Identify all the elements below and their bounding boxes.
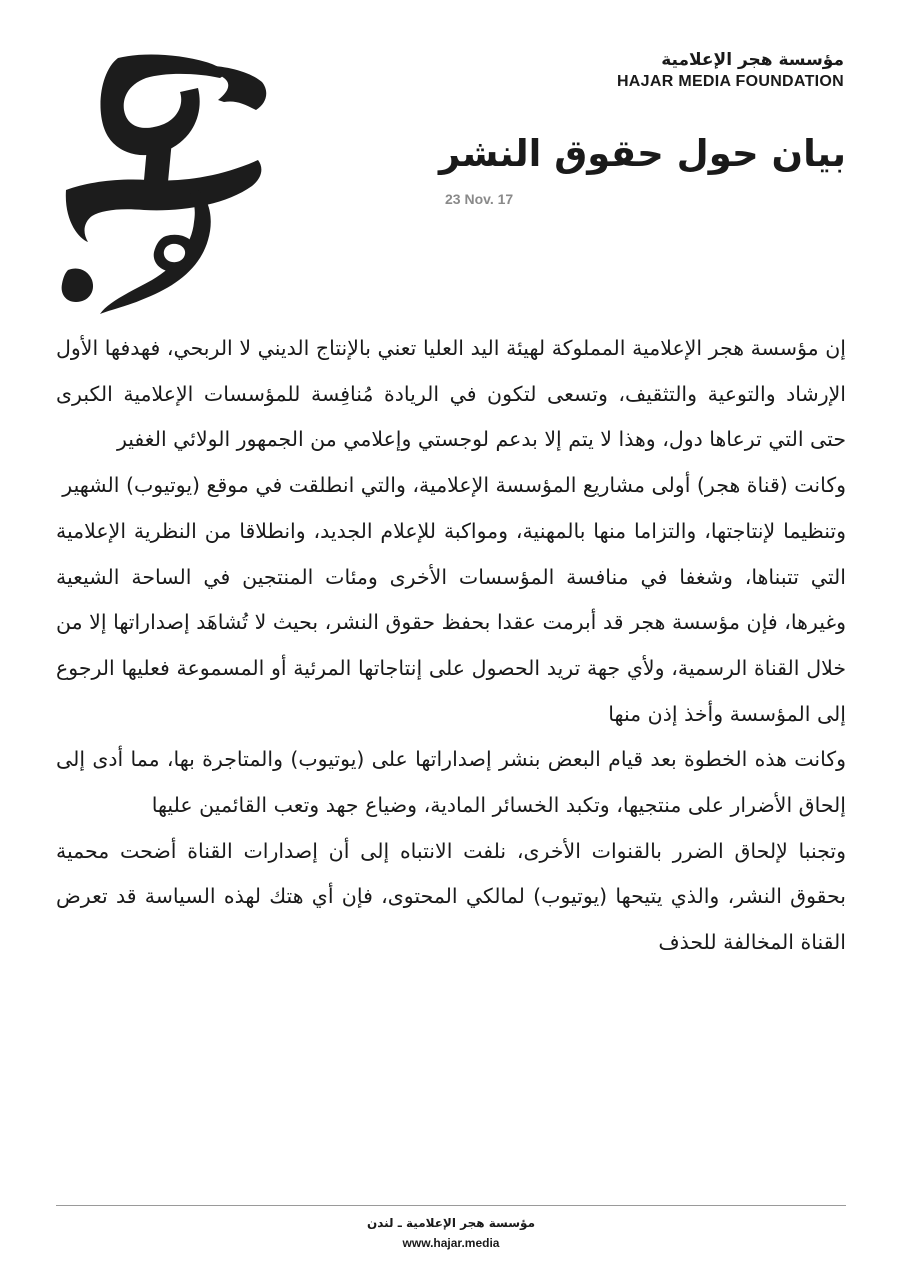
document-date: 23 Nov. 17 bbox=[445, 191, 514, 207]
paragraph: وكانت هذه الخطوة بعد قيام البعض بنشر إصداراتها على (يوتيوب) والمتاجرة بها، مما أدى إلى إلحاق الأضرار على منتجيها، وتكبد الخسائر المادية، وضياع جهد وتعب القائمين عليها bbox=[56, 747, 846, 818]
footer-website-link[interactable]: www.hajar.media bbox=[402, 1236, 500, 1250]
document-title: بيان حول حقوق النشر bbox=[439, 132, 846, 175]
footer bbox=[0, 1214, 902, 1252]
paragraph: إن مؤسسة هجر الإعلامية المملوكة لهيئة اليد العليا تعني بالإنتاج الديني لا الربحي، فهدفها الأول الإرشاد والتوعية والتثقيف، وتسعى لتكون في الريادة مُنافِسة للمؤسسات الإعلامية الكبرى حتى التي ترعاها دول، وهذا لا يتم إلا بدعم لوجستي وإعلامي من الجمهور الولائي الغفير bbox=[56, 336, 846, 452]
brand-name-english: HAJAR MEDIA FOUNDATION bbox=[616, 73, 844, 90]
paragraph: وتجنبا لإلحاق الضرر بالقنوات الأخرى، نلفت الانتباه إلى أن إصدارات القناة أضحت محمية بحقوق النشر، والذي يتيحها (يوتيوب) لمالكي المحتوى، فإن أي هتك لهذه السياسة قد تعرض القناة المخالفة للحذف bbox=[56, 838, 846, 955]
brand-block bbox=[617, 50, 844, 92]
statement-body bbox=[56, 326, 846, 966]
footer-org-city: مؤسسة هجر الإعلامية ـ لندن bbox=[366, 1216, 536, 1230]
brand-name-arabic: مؤسسة هجر الإعلامية bbox=[661, 50, 844, 70]
paragraph: وكانت (قناة هجر) أولى مشاريع المؤسسة الإعلامية، والتي انطلقت في موقع (يوتيوب) الشهير bbox=[62, 473, 846, 498]
footer-divider bbox=[56, 1205, 846, 1206]
paragraph: وتنظيما لإنتاجتها، والتزاما منها بالمهنية، ومواكبة للإعلام الجديد، وانطلاقا من النظرية الإعلامية التي تتبناها، وشغفا في منافسة المؤسسات الأخرى ومئات المنتجين في الساحة الشيعية وغيرها، فإن مؤسسة هجر قد أبرمت عقدا بحفظ حقوق النشر، بحيث لا تُشاهَد إصداراتها إلا من خلال القناة الرسمية، ولأي جهة تريد الحصول على إنتاجاتها المرئية أو المسموعة فعليها الرجوع إلى المؤسسة وأخذ إذن منها bbox=[56, 518, 846, 726]
hajar-calligraphy-logo-icon bbox=[48, 40, 273, 315]
